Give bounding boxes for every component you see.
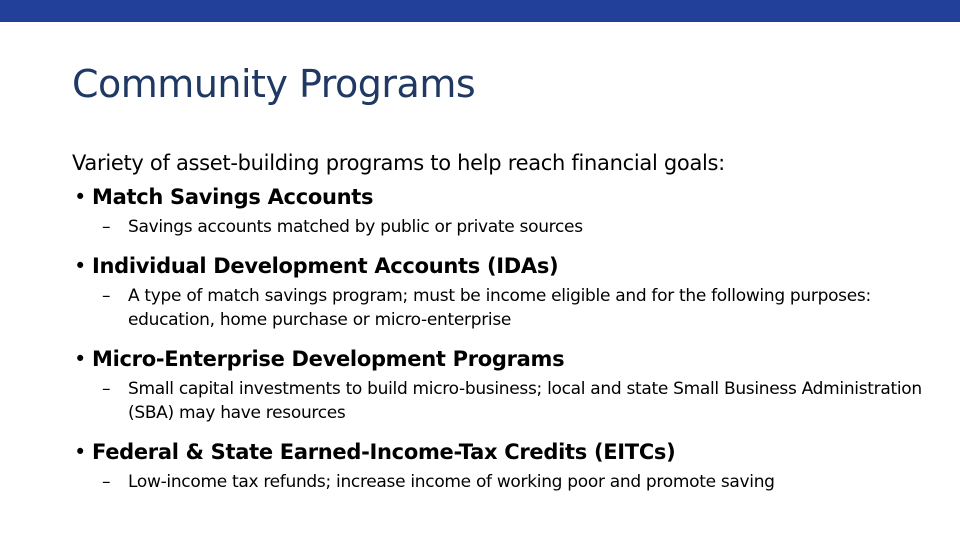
bullet-heading: Match Savings Accounts	[92, 185, 374, 209]
bullet-eitc	[72, 437, 932, 467]
dash-icon: –	[102, 379, 111, 399]
sub-bullet-text: Savings accounts matched by public or private sources	[128, 217, 583, 237]
sub-bullet-eitc	[72, 470, 932, 494]
bullet-dot-icon: •	[74, 347, 87, 371]
intro-text: Variety of asset-building programs to help reach financial goals:	[72, 151, 725, 175]
bullet-heading: Individual Development Accounts (IDAs)	[92, 254, 559, 278]
bullet-idas	[72, 251, 932, 281]
bullet-heading: Micro-Enterprise Development Programs	[92, 347, 565, 371]
bullet-micro-enterprise	[72, 344, 932, 374]
sub-bullet-text: Small capital investments to build micro-business; local and state Small Business Administration (SBA) may have resources	[128, 379, 922, 423]
slide-title: Community Programs	[72, 62, 476, 106]
dash-icon: –	[102, 286, 111, 306]
bullet-dot-icon: •	[74, 254, 87, 278]
sub-bullet-match-savings	[72, 215, 932, 239]
top-accent-bar	[0, 0, 960, 22]
bullet-heading: Federal & State Earned-Income-Tax Credits (EITCs)	[92, 440, 676, 464]
bullet-dot-icon: •	[74, 440, 87, 464]
bullet-match-savings	[72, 182, 932, 212]
sub-bullet-idas	[72, 284, 932, 332]
sub-bullet-text: Low-income tax refunds; increase income of working poor and promote saving	[128, 472, 775, 492]
sub-bullet-micro-enterprise	[72, 377, 932, 425]
slide-body	[72, 148, 932, 506]
bullet-dot-icon: •	[74, 185, 87, 209]
sub-bullet-text: A type of match savings program; must be income eligible and for the following purposes: education, home purchase or micro-enterprise	[128, 286, 871, 330]
dash-icon: –	[102, 217, 111, 237]
dash-icon: –	[102, 472, 111, 492]
